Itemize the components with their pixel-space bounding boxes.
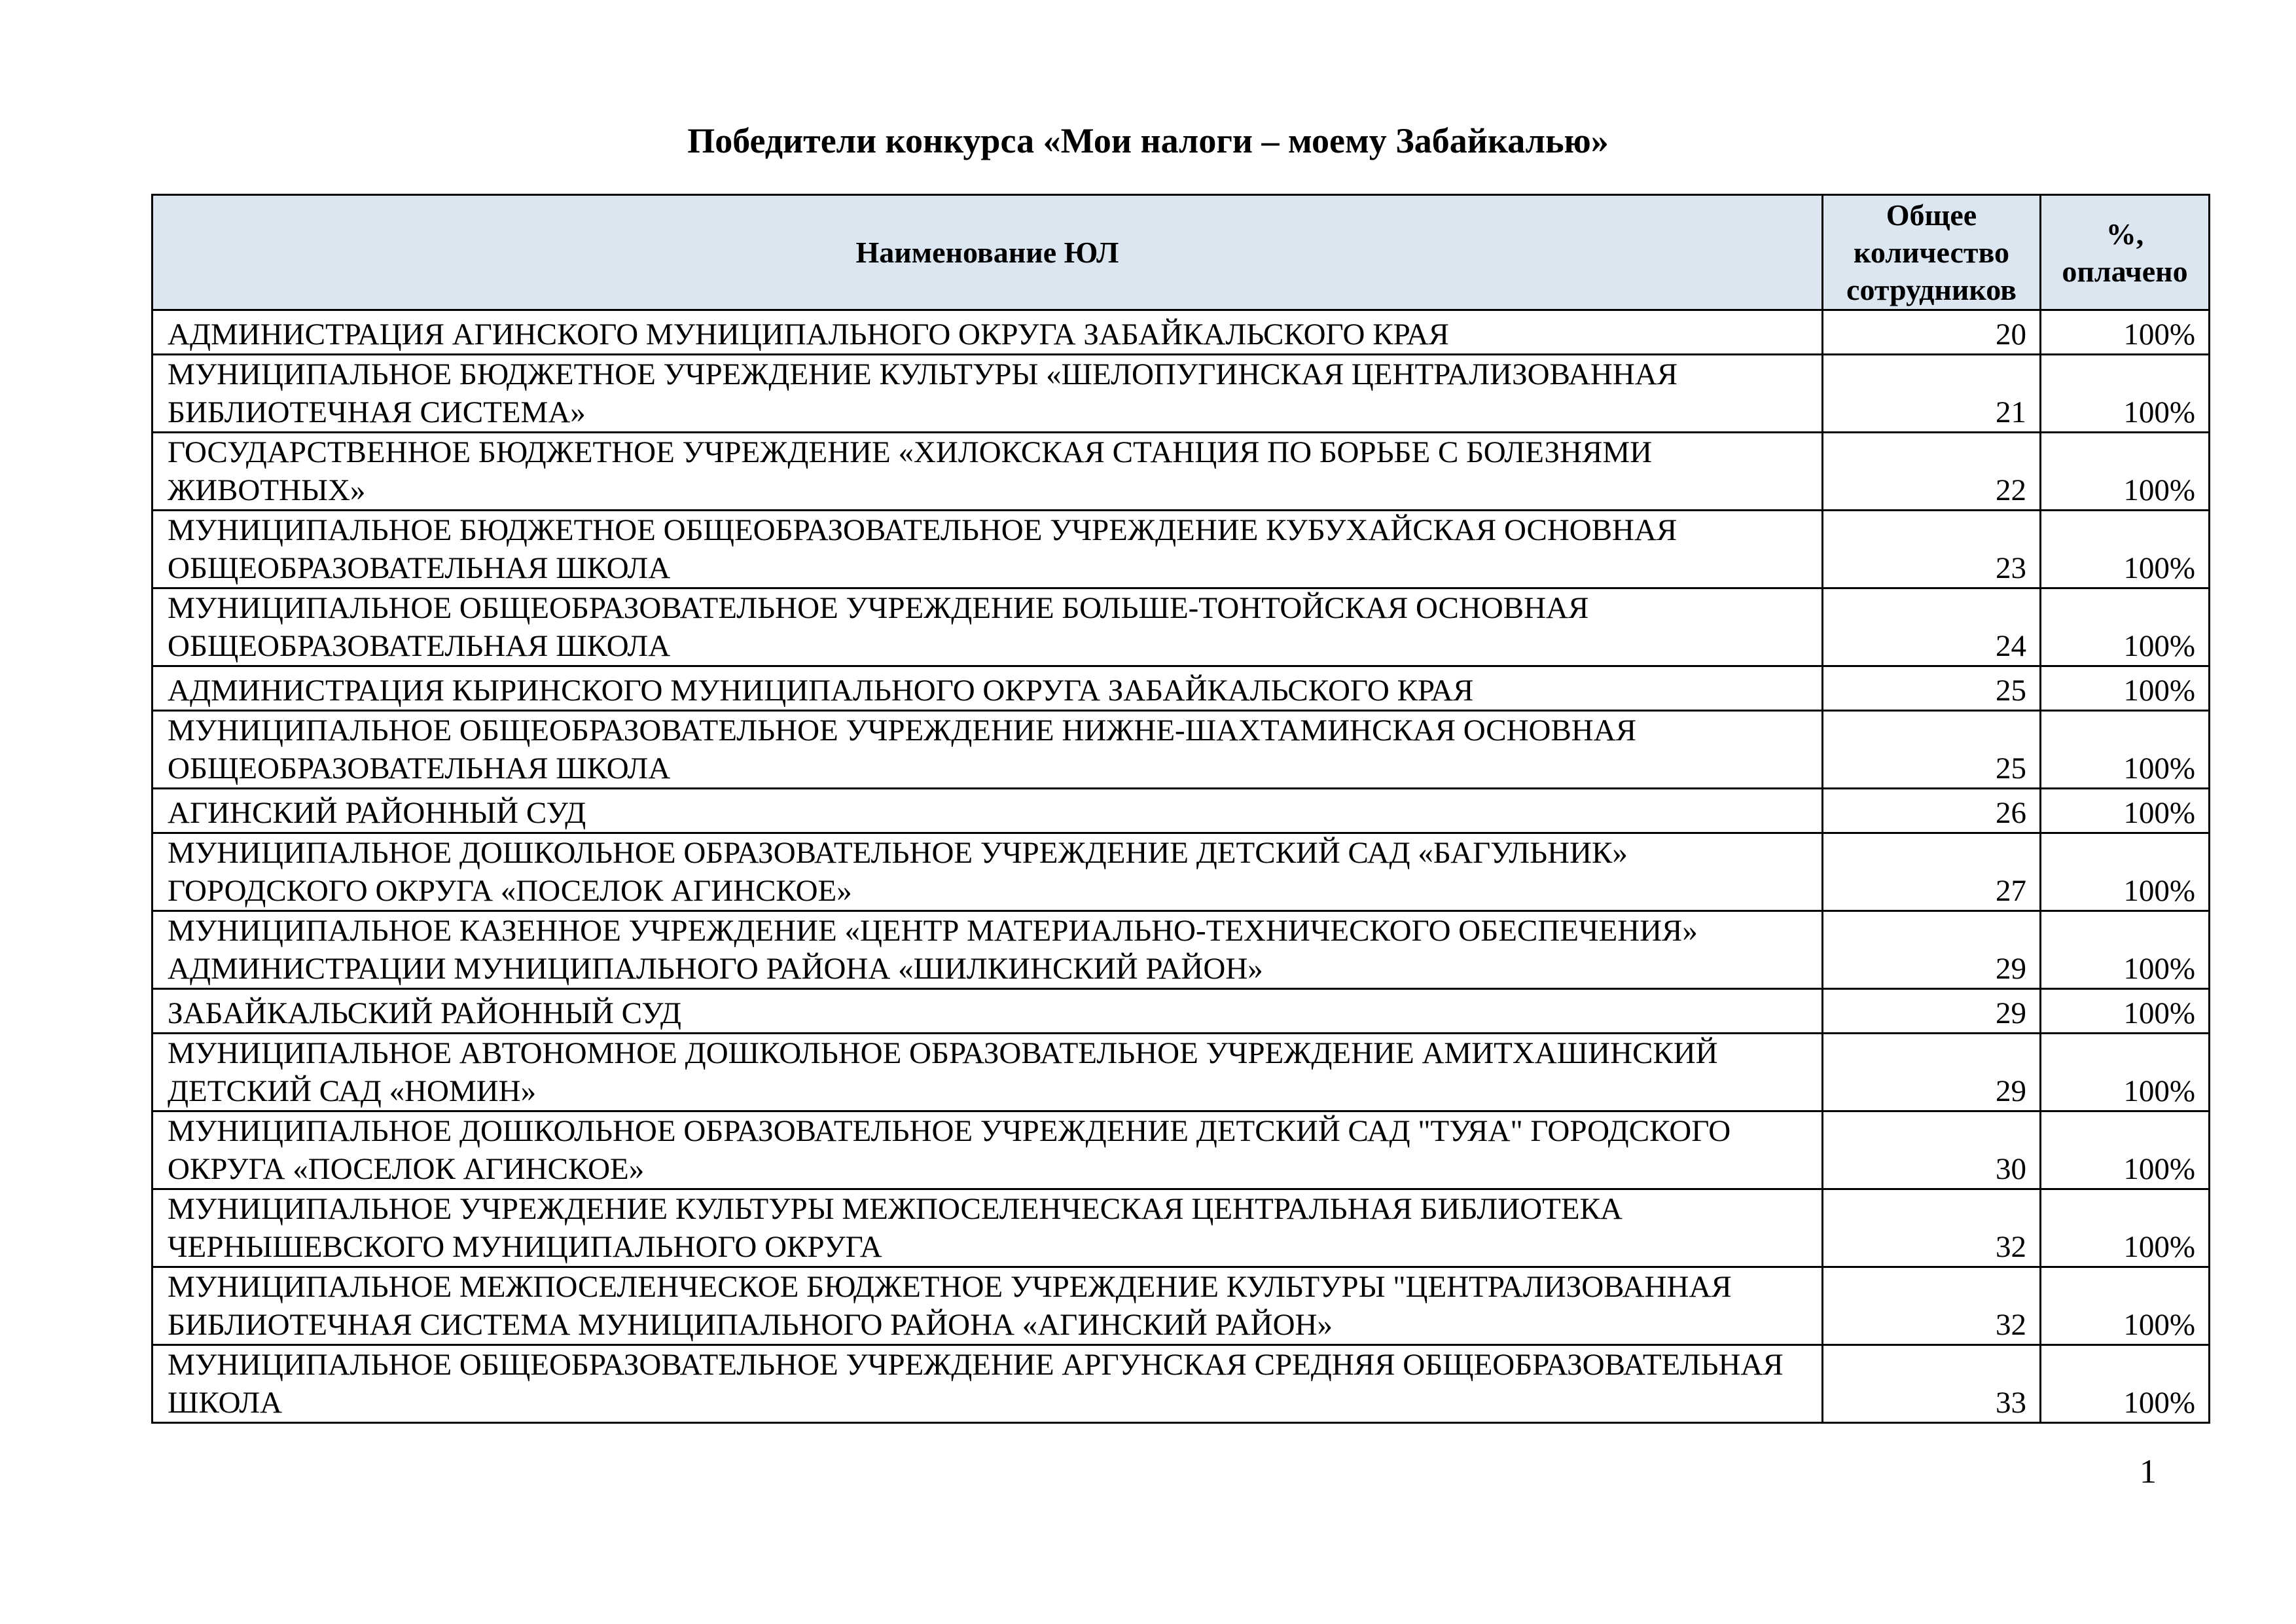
organization-name: МУНИЦИПАЛЬНОЕ АВТОНОМНОЕ ДОШКОЛЬНОЕ ОБРАЗОВАТЕЛЬНОЕ УЧРЕЖДЕНИЕ АМИТХАШИНСКИЙ ДЕТСКИЙ САД «НОМИН» bbox=[152, 1034, 1823, 1111]
table-row bbox=[152, 911, 2210, 989]
paid-percent: 100% bbox=[2041, 911, 2210, 989]
table-row bbox=[152, 1345, 2210, 1423]
employee-count: 24 bbox=[1823, 588, 2041, 666]
table-header-row bbox=[152, 195, 2210, 310]
organization-name: АГИНСКИЙ РАЙОННЫЙ СУД bbox=[152, 789, 1823, 833]
table-row bbox=[152, 310, 2210, 355]
paid-percent: 100% bbox=[2041, 1345, 2210, 1423]
employee-count: 26 bbox=[1823, 789, 2041, 833]
table-row bbox=[152, 1267, 2210, 1345]
organization-name: МУНИЦИПАЛЬНОЕ БЮДЖЕТНОЕ ОБЩЕОБРАЗОВАТЕЛЬНОЕ УЧРЕЖДЕНИЕ КУБУХАЙСКАЯ ОСНОВНАЯ ОБЩЕОБРАЗОВАТЕЛЬНАЯ ШКОЛА bbox=[152, 511, 1823, 588]
employee-count: 25 bbox=[1823, 666, 2041, 711]
paid-percent: 100% bbox=[2041, 1111, 2210, 1189]
page-title: Победители конкурса «Мои налоги – моему Забайкалью» bbox=[687, 121, 1609, 160]
organization-name: МУНИЦИПАЛЬНОЕ УЧРЕЖДЕНИЕ КУЛЬТУРЫ МЕЖПОСЕЛЕНЧЕСКАЯ ЦЕНТРАЛЬНАЯ БИБЛИОТЕКА ЧЕРНЫШЕВСКОГО МУНИЦИПАЛЬНОГО ОКРУГА bbox=[152, 1189, 1823, 1267]
organization-name: АДМИНИСТРАЦИЯ АГИНСКОГО МУНИЦИПАЛЬНОГО ОКРУГА ЗАБАЙКАЛЬСКОГО КРАЯ bbox=[152, 310, 1823, 355]
table-row bbox=[152, 1189, 2210, 1267]
table-row bbox=[152, 1111, 2210, 1189]
organization-name: ЗАБАЙКАЛЬСКИЙ РАЙОННЫЙ СУД bbox=[152, 989, 1823, 1034]
employee-count: 32 bbox=[1823, 1189, 2041, 1267]
paid-percent: 100% bbox=[2041, 789, 2210, 833]
winners-table bbox=[151, 194, 2210, 1424]
column-header-employees: Общее количество сотрудников bbox=[1823, 195, 2041, 310]
organization-name: МУНИЦИПАЛЬНОЕ ОБЩЕОБРАЗОВАТЕЛЬНОЕ УЧРЕЖДЕНИЕ БОЛЬШЕ-ТОНТОЙСКАЯ ОСНОВНАЯ ОБЩЕОБРАЗОВАТЕЛЬНАЯ ШКОЛА bbox=[152, 588, 1823, 666]
table-row bbox=[152, 833, 2210, 911]
page-number: 1 bbox=[2140, 1453, 2157, 1490]
paid-percent: 100% bbox=[2041, 1034, 2210, 1111]
table-row bbox=[152, 511, 2210, 588]
table-row bbox=[152, 989, 2210, 1034]
employee-count: 29 bbox=[1823, 989, 2041, 1034]
organization-name: МУНИЦИПАЛЬНОЕ ОБЩЕОБРАЗОВАТЕЛЬНОЕ УЧРЕЖДЕНИЕ НИЖНЕ-ШАХТАМИНСКАЯ ОСНОВНАЯ ОБЩЕОБРАЗОВАТЕЛЬНАЯ ШКОЛА bbox=[152, 711, 1823, 789]
table-row bbox=[152, 355, 2210, 433]
paid-percent: 100% bbox=[2041, 833, 2210, 911]
paid-percent: 100% bbox=[2041, 989, 2210, 1034]
organization-name: АДМИНИСТРАЦИЯ КЫРИНСКОГО МУНИЦИПАЛЬНОГО ОКРУГА ЗАБАЙКАЛЬСКОГО КРАЯ bbox=[152, 666, 1823, 711]
employee-count: 21 bbox=[1823, 355, 2041, 433]
organization-name: МУНИЦИПАЛЬНОЕ ДОШКОЛЬНОЕ ОБРАЗОВАТЕЛЬНОЕ УЧРЕЖДЕНИЕ ДЕТСКИЙ САД «БАГУЛЬНИК» ГОРОДСКОГО ОКРУГА «ПОСЕЛОК АГИНСКОЕ» bbox=[152, 833, 1823, 911]
employee-count: 20 bbox=[1823, 310, 2041, 355]
paid-percent: 100% bbox=[2041, 711, 2210, 789]
employee-count: 25 bbox=[1823, 711, 2041, 789]
table-row bbox=[152, 588, 2210, 666]
employee-count: 32 bbox=[1823, 1267, 2041, 1345]
employee-count: 22 bbox=[1823, 433, 2041, 511]
table-row bbox=[152, 789, 2210, 833]
employee-count: 29 bbox=[1823, 1034, 2041, 1111]
organization-name: ГОСУДАРСТВЕННОЕ БЮДЖЕТНОЕ УЧРЕЖДЕНИЕ «ХИЛОКСКАЯ СТАНЦИЯ ПО БОРЬБЕ С БОЛЕЗНЯМИ ЖИВОТНЫХ» bbox=[152, 433, 1823, 511]
paid-percent: 100% bbox=[2041, 588, 2210, 666]
organization-name: МУНИЦИПАЛЬНОЕ КАЗЕННОЕ УЧРЕЖДЕНИЕ «ЦЕНТР МАТЕРИАЛЬНО-ТЕХНИЧЕСКОГО ОБЕСПЕЧЕНИЯ» АДМИНИСТРАЦИИ МУНИЦИПАЛЬНОГО РАЙОНА «ШИЛКИНСКИЙ РАЙОН» bbox=[152, 911, 1823, 989]
paid-percent: 100% bbox=[2041, 511, 2210, 588]
table-row bbox=[152, 1034, 2210, 1111]
employee-count: 23 bbox=[1823, 511, 2041, 588]
paid-percent: 100% bbox=[2041, 310, 2210, 355]
paid-percent: 100% bbox=[2041, 666, 2210, 711]
employee-count: 30 bbox=[1823, 1111, 2041, 1189]
table-row bbox=[152, 666, 2210, 711]
paid-percent: 100% bbox=[2041, 355, 2210, 433]
table-row bbox=[152, 711, 2210, 789]
employee-count: 27 bbox=[1823, 833, 2041, 911]
organization-name: МУНИЦИПАЛЬНОЕ БЮДЖЕТНОЕ УЧРЕЖДЕНИЕ КУЛЬТУРЫ «ШЕЛОПУГИНСКАЯ ЦЕНТРАЛИЗОВАННАЯ БИБЛИОТЕЧНАЯ СИСТЕМА» bbox=[152, 355, 1823, 433]
paid-percent: 100% bbox=[2041, 1189, 2210, 1267]
paid-percent: 100% bbox=[2041, 433, 2210, 511]
organization-name: МУНИЦИПАЛЬНОЕ МЕЖПОСЕЛЕНЧЕСКОЕ БЮДЖЕТНОЕ УЧРЕЖДЕНИЕ КУЛЬТУРЫ "ЦЕНТРАЛИЗОВАННАЯ БИБЛИОТЕЧНАЯ СИСТЕМА МУНИЦИПАЛЬНОГО РАЙОНА «АГИНСКИЙ РАЙОН» bbox=[152, 1267, 1823, 1345]
column-header-paid: %, оплачено bbox=[2041, 195, 2210, 310]
organization-name: МУНИЦИПАЛЬНОЕ ОБЩЕОБРАЗОВАТЕЛЬНОЕ УЧРЕЖДЕНИЕ АРГУНСКАЯ СРЕДНЯЯ ОБЩЕОБРАЗОВАТЕЛЬНАЯ ШКОЛА bbox=[152, 1345, 1823, 1423]
column-header-name: Наименование ЮЛ bbox=[152, 195, 1823, 310]
employee-count: 33 bbox=[1823, 1345, 2041, 1423]
paid-percent: 100% bbox=[2041, 1267, 2210, 1345]
table-row bbox=[152, 433, 2210, 511]
employee-count: 29 bbox=[1823, 911, 2041, 989]
organization-name: МУНИЦИПАЛЬНОЕ ДОШКОЛЬНОЕ ОБРАЗОВАТЕЛЬНОЕ УЧРЕЖДЕНИЕ ДЕТСКИЙ САД "ТУЯА" ГОРОДСКОГО ОКРУГА «ПОСЕЛОК АГИНСКОЕ» bbox=[152, 1111, 1823, 1189]
